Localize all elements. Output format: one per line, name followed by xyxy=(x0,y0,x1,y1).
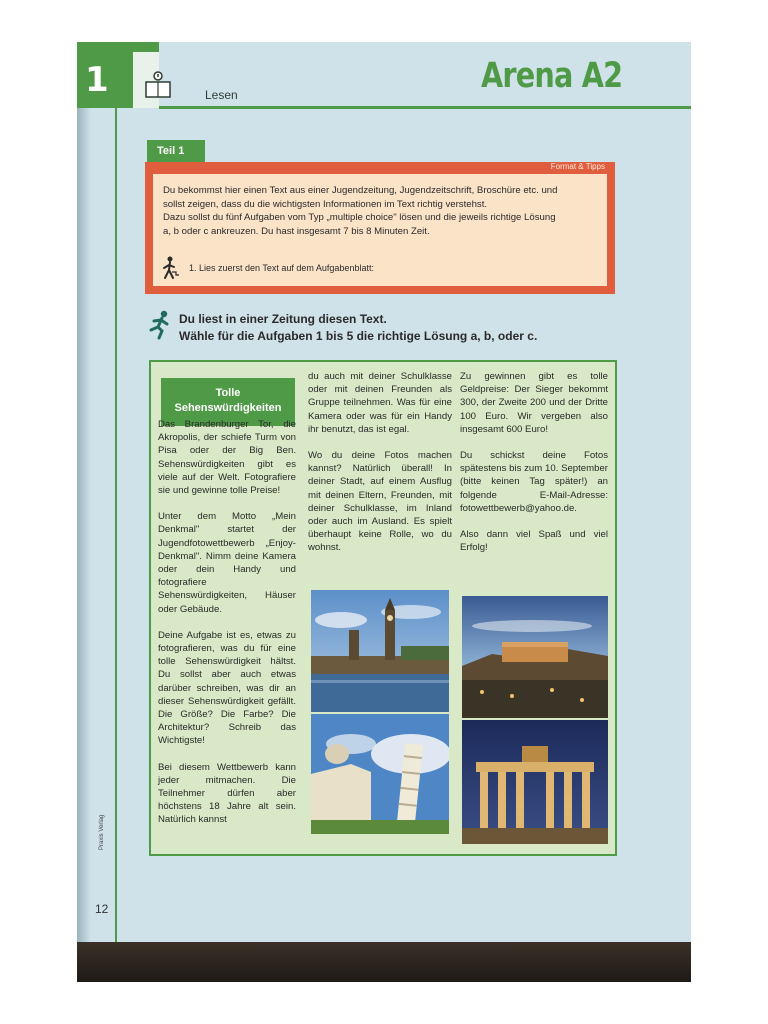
article-paragraph: Das Brandenburger Tor, die Akropolis, der schiefe Turm von Pisa oder der Big Ben. Sehenswürdigkeiten gibt es viele auf der Welt. Fotografiere sie und gewinne tolle Preise! xyxy=(158,419,296,497)
section-label: Lesen xyxy=(205,88,238,102)
instruction-line: a, b oder c ankreuzen. Du hast insgesamt 7 bis 8 Minuten Zeit. xyxy=(163,225,430,237)
article-box xyxy=(149,360,617,856)
part-tab: Teil 1 xyxy=(147,140,205,164)
textbook-page xyxy=(77,42,691,942)
instruction-box xyxy=(145,162,615,294)
brand-title: Arena A2 xyxy=(481,56,623,96)
article-title-line: Sehenswürdigkeiten xyxy=(174,402,282,414)
page-number: 12 xyxy=(95,902,109,916)
article-paragraph: Wo du deine Fotos machen kannst? Natürlich überall! In deiner Stadt, auf einem Ausflug mit deinen Eltern, Freunden, mit deiner Schulklasse, im Inland oder auch im Ausland. Es spielt überhaupt keine Rolle, wo du wohnst. xyxy=(308,450,452,554)
article-paragraph: Unter dem Motto „Mein Denkmal" startet der Jugendfotowettbewerb „Enjoy-Denkmal". Nimm deine Kamera oder dein Handy und fotografiere Sehenswürdigkeiten, Häuser oder Gebäude. xyxy=(158,511,296,615)
article-paragraph: Du schickst deine Fotos spätestens bis zum 10. September (bitte keinen Tag später!) an folgende E-Mail-Adresse: fotowettbewerb@yahoo.de. xyxy=(460,450,608,514)
article-title-line: Tolle xyxy=(215,387,241,399)
article-column-3 xyxy=(460,370,608,567)
instruction-line: sollst zeigen, dass du die wichtigsten Informationen im Text richtig verstehst. xyxy=(163,198,488,210)
publisher-label: Praxis Verlag xyxy=(99,814,105,850)
instruction-step xyxy=(161,256,374,280)
article-paragraph: Also dann viel Spaß und viel Erfolg! xyxy=(460,529,608,554)
acropolis-photo xyxy=(462,596,608,718)
background-surface xyxy=(77,942,691,982)
running-person-icon xyxy=(147,310,173,340)
task-intro: Du liest in einer Zeitung diesen Text. xyxy=(179,312,387,326)
article-column-2 xyxy=(308,370,452,568)
walking-person-icon xyxy=(161,256,179,280)
chapter-number: 1 xyxy=(85,60,109,100)
page-shadow xyxy=(77,42,91,942)
margin-rule xyxy=(115,108,117,942)
step-text: 1. Lies zuerst den Text auf dem Aufgabenblatt: xyxy=(189,263,374,273)
article-paragraph: Bei diesem Wettbewerb kann jeder mitmachen. Die Teilnehmer dürfen aber höchstens 18 Jahre alt sein. Natürlich kannst xyxy=(158,761,296,826)
instruction-panel xyxy=(153,174,607,286)
instruction-line: Du bekommst hier einen Text aus einer Jugendzeitung, Jugendzeitschrift, Broschüre etc. und xyxy=(163,185,558,196)
instruction-line: Dazu sollst du fünf Aufgaben vom Typ „multiple choice" lösen und die jeweils richtige Lösung xyxy=(163,212,556,223)
brandenburg-gate-photo xyxy=(462,720,608,844)
article-column-1 xyxy=(158,418,296,840)
instruction-text xyxy=(163,184,597,238)
article-paragraph: Deine Aufgabe ist es, etwas zu fotografieren, was du für eine tolle Sehenswürdigkeit hältst. Du sollst aber auch etwas darüber schreiben, was dir an dieser Sehenswürdigkeit gefällt. Die Größe? Die Farbe? Die Architektur? Schreib das Wichtigste! xyxy=(158,629,296,747)
task-instruction: Wähle für die Aufgaben 1 bis 5 die richtige Lösung a, b, oder c. xyxy=(179,329,538,343)
article-paragraph: du auch mit deiner Schulklasse oder mit deinen Freunden als Gruppe teilnehmen. Was für eine Kamera oder was für ein Handy ihr benutzt, das ist egal. xyxy=(308,371,452,435)
open-book-icon xyxy=(143,70,173,100)
big-ben-photo xyxy=(311,590,449,712)
photo-frame xyxy=(77,42,691,982)
article-paragraph: Zu gewinnen gibt es tolle Geldpreise: Der Sieger bekommt 300, der Zweite 200 und der Dritte 100 Euro. Wir vergeben also insgesamt 600 Euro! xyxy=(460,371,608,435)
header-rule xyxy=(159,106,691,109)
format-tips-label: Format & Tipps xyxy=(550,162,605,171)
leaning-tower-pisa-photo xyxy=(311,714,449,834)
